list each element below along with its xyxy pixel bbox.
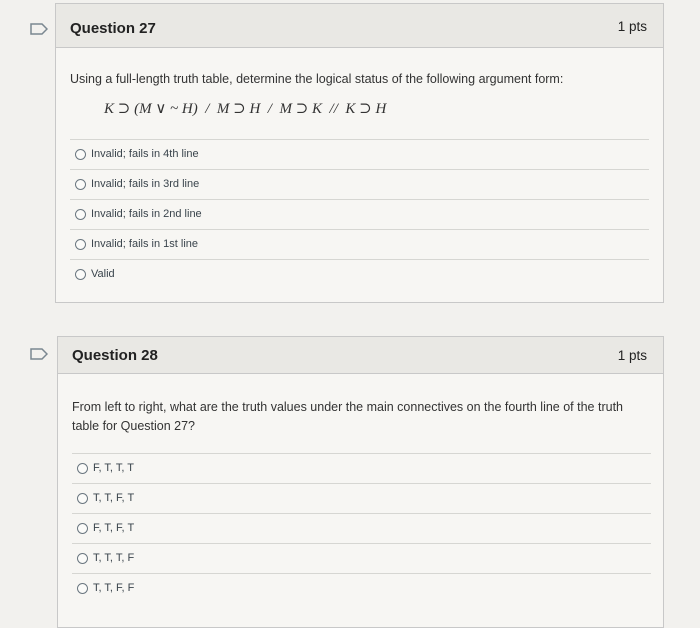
answer-divider — [70, 139, 649, 140]
answer-divider — [72, 453, 651, 454]
question-27-prompt: Using a full-length truth table, determine the logical status of the following argument form: — [70, 72, 564, 86]
answer-label: Invalid; fails in 2nd line — [91, 208, 202, 220]
answer-divider — [70, 169, 649, 170]
radio-button[interactable] — [77, 493, 88, 504]
flag-icon[interactable] — [30, 348, 48, 360]
question-27-title: Question 27 — [70, 20, 156, 37]
answer-option[interactable] — [70, 229, 649, 259]
answer-option[interactable] — [70, 169, 649, 199]
argument-formula: K ⊃ (M ∨ ~ H) / M ⊃ H / M ⊃ K // K ⊃ H — [104, 101, 387, 117]
question-27-header — [56, 4, 663, 48]
radio-button[interactable] — [77, 583, 88, 594]
radio-button[interactable] — [75, 269, 86, 280]
question-27-card — [55, 3, 664, 303]
question-28-points: 1 pts — [617, 348, 647, 363]
answer-divider — [72, 513, 651, 514]
answer-label: T, T, F, T — [93, 492, 135, 504]
answer-label: T, T, T, F — [93, 552, 135, 564]
question-28-card — [57, 336, 664, 628]
radio-button[interactable] — [75, 179, 86, 190]
answer-option[interactable] — [72, 573, 651, 603]
answer-option[interactable] — [72, 453, 651, 483]
answer-divider — [70, 259, 649, 260]
radio-button[interactable] — [77, 553, 88, 564]
answer-option[interactable] — [72, 483, 651, 513]
answer-option[interactable] — [70, 139, 649, 169]
radio-button[interactable] — [77, 463, 88, 474]
answer-label: T, T, F, F — [93, 582, 135, 594]
answer-label: Invalid; fails in 4th line — [91, 148, 199, 160]
answer-option[interactable] — [72, 513, 651, 543]
answer-divider — [72, 543, 651, 544]
answer-label: Invalid; fails in 1st line — [91, 238, 198, 250]
answer-option[interactable] — [72, 543, 651, 573]
radio-button[interactable] — [75, 239, 86, 250]
flag-icon[interactable] — [30, 23, 48, 35]
question-28-prompt: From left to right, what are the truth values under the main connectives on the fourth line of the truth table for Question 27? — [72, 400, 623, 433]
radio-button[interactable] — [75, 209, 86, 220]
question-28-title: Question 28 — [72, 347, 158, 364]
answer-option[interactable] — [70, 199, 649, 229]
answer-label: Invalid; fails in 3rd line — [91, 178, 200, 190]
answer-divider — [70, 229, 649, 230]
question-27-points: 1 pts — [617, 19, 647, 34]
answer-divider — [72, 483, 651, 484]
question-28-header — [58, 337, 663, 374]
answer-divider — [70, 199, 649, 200]
answer-divider — [72, 573, 651, 574]
answer-option[interactable] — [70, 259, 649, 289]
radio-button[interactable] — [77, 523, 88, 534]
radio-button[interactable] — [75, 149, 86, 160]
answer-label: Valid — [91, 268, 115, 280]
answer-label: F, T, F, T — [93, 522, 135, 534]
answer-label: F, T, T, T — [93, 462, 134, 474]
